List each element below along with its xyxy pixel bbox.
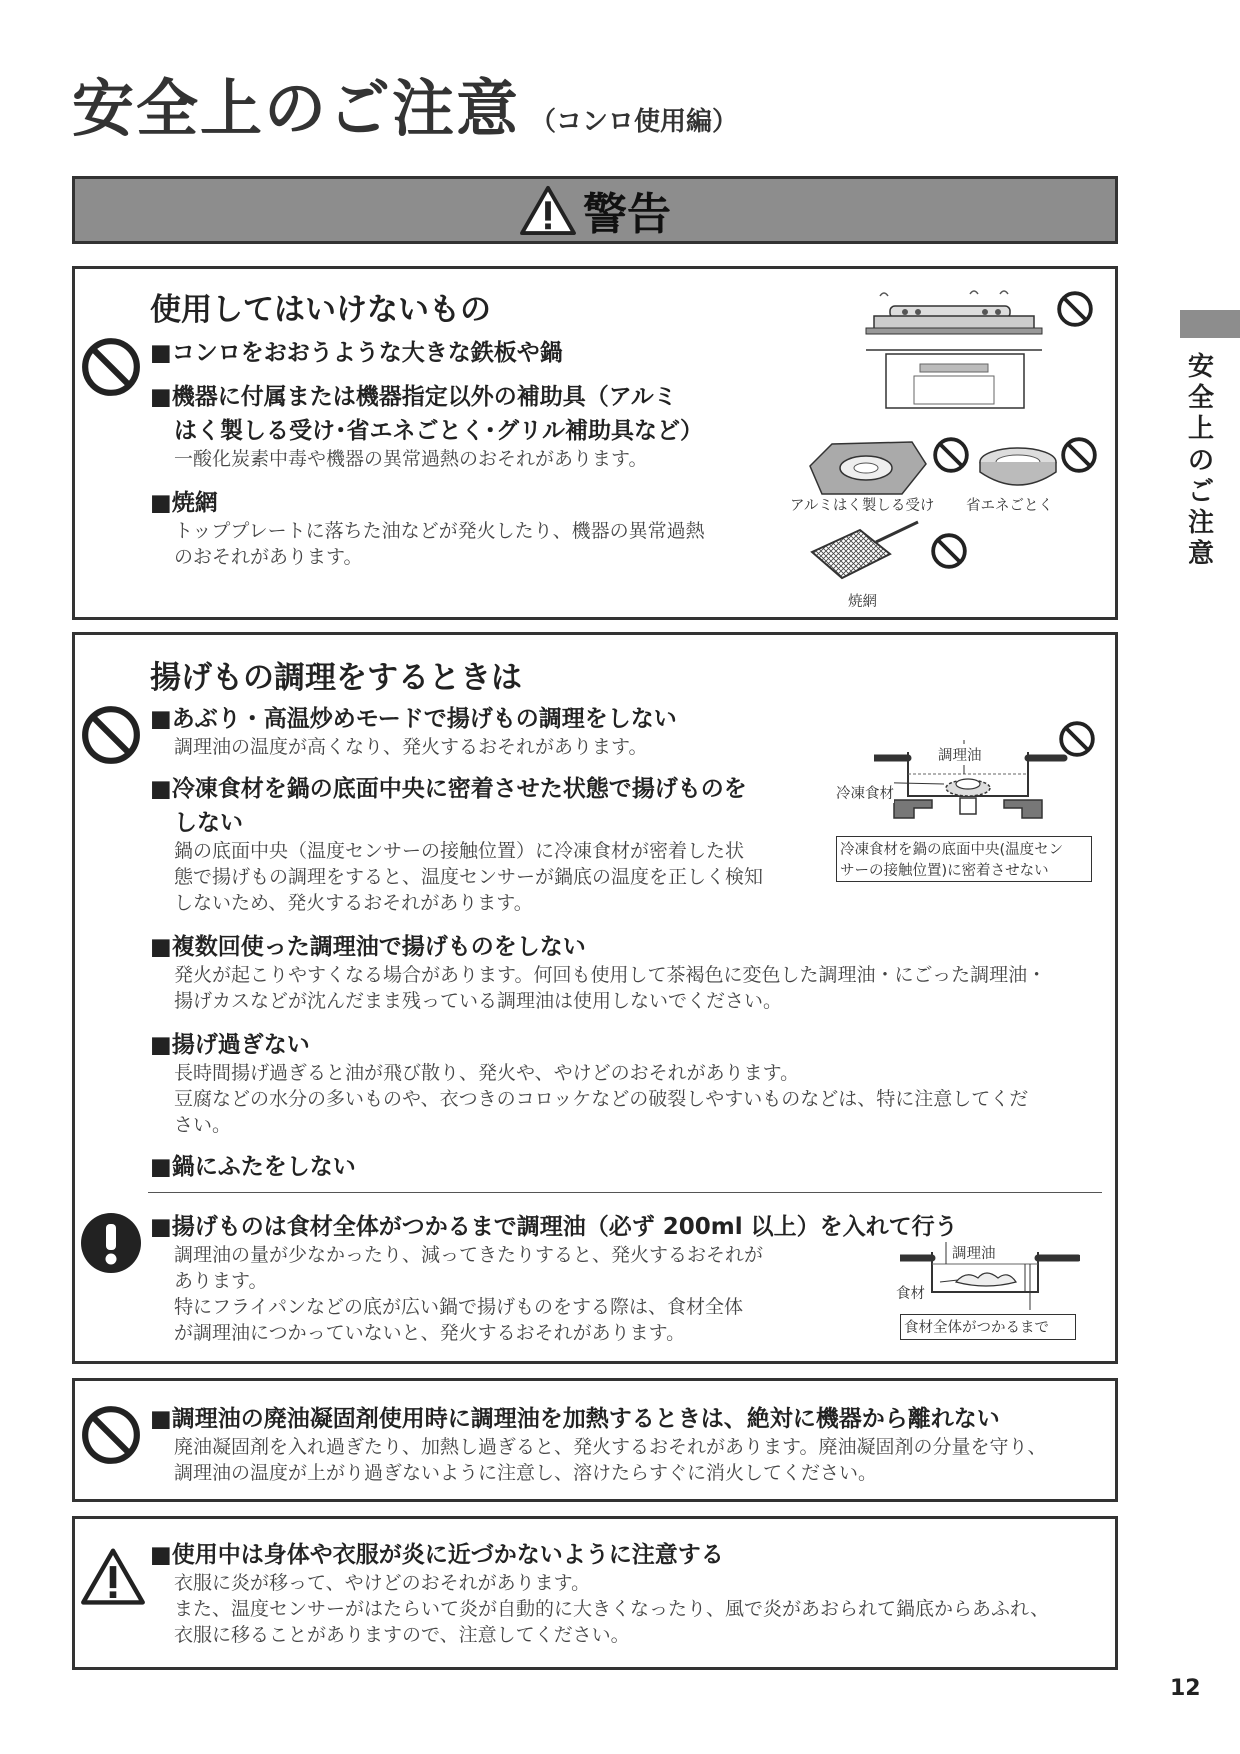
prohibition-icon [80,336,142,398]
item-heading: ■コンロをおおうような大きな鉄板や鍋 [150,340,563,366]
item-text: あります。 [174,1270,268,1292]
side-tab-char: 意 [1187,539,1214,570]
item-text: 調理油の温度が高くなり、発火するおそれがあります。 [174,736,648,758]
caption-foil-tray: アルミはく製しる受け [790,498,935,514]
item-text: 一酸化炭素中毒や機器の異常過熱のおそれがあります。 [174,448,648,470]
side-tab-label [1183,352,1219,570]
warning-label: 警告 [583,189,671,240]
prohibition-icon [932,436,970,474]
page-subtitle: （コンロ使用編） [530,107,739,137]
item-heading: ■複数回使った調理油で揚げものをしない [150,934,586,960]
item-text: 態で揚げもの調理をすると、温度センサーが鍋底の温度を正しく検知 [174,866,764,888]
label-food: 食材 [896,1282,925,1303]
item-text: 揚げカスなどが沈んだまま残っている調理油は使用しないでください。 [174,990,783,1012]
page-number: 12 [1170,1676,1201,1701]
section-title: 使用してはいけないもの [150,292,491,328]
prohibition-icon [1056,290,1094,328]
item-heading: ■あぶり・高温炒めモードで揚げもの調理をしない [150,706,677,732]
side-tab-marker [1180,310,1240,338]
item-text: 衣服に炎が移って、やけどのおそれがあります。 [174,1572,591,1594]
caption-trivet: 省エネごとく [966,498,1053,514]
side-tab-char: 全 [1187,383,1214,414]
item-text: 調理油の温度が上がり過ぎないように注意し、溶けたらすぐに消火してください。 [174,1462,878,1484]
item-heading: ■揚げものは食材全体がつかるまで調理油（必ず 200ml 以上）を入れて行う [150,1214,958,1240]
item-heading: ■冷凍食材を鍋の底面中央に密着させた状態で揚げものを [150,776,747,802]
warning-banner [72,176,1118,244]
page-title: 安全上のご注意 （コンロ使用編） [72,72,739,145]
prohibition-icon [80,1404,142,1466]
item-text: しないため、発火するおそれがあります。 [174,892,533,914]
side-tab-char: ご [1187,476,1214,507]
item-heading: ■機器に付属または機器指定以外の補助具（アルミ [150,384,677,410]
item-text: 特にフライパンなどの底が広い鍋で揚げものをする際は、食材全体 [174,1296,744,1318]
item-text: 豆腐などの水分の多いものや、衣つきのコロッケなどの破裂しやすいものなどは、特に注意してくだ [174,1088,1029,1110]
side-tab-char: 注 [1187,507,1214,538]
caution-triangle-icon [80,1546,146,1606]
section-title: 揚げもの調理をするときは [150,660,522,696]
label-cooking-oil: 調理油 [950,1242,998,1263]
warning-triangle-icon [519,184,577,236]
mandatory-instruction-icon [80,1212,142,1274]
item-text: のおそれがあります。 [174,546,363,568]
energy-saving-trivet-illustration [976,440,1060,496]
item-heading: ■揚げ過ぎない [150,1032,310,1058]
section-divider [148,1192,1102,1193]
item-text: が調理油につかっていないと、発火するおそれがあります。 [174,1322,686,1344]
side-tab-char: の [1187,445,1214,476]
label-cooking-oil: 調理油 [936,744,984,765]
item-heading: しない [174,810,243,836]
item-text: 長時間揚げ過ぎると油が飛び散り、発火や、やけどのおそれがあります。 [174,1062,800,1084]
caption-grill-net: 焼網 [848,594,877,610]
item-text: さい。 [174,1114,232,1136]
aluminum-foil-tray-illustration [802,436,930,500]
item-text: 衣服に移ることがありますので、注意してください。 [174,1624,630,1646]
item-text: また、温度センサーがはたらいて炎が自動的に大きくなったり、風で炎があおられて鍋底からあふれ、 [174,1598,1050,1620]
prohibition-icon [930,532,968,570]
item-heading: ■調理油の廃油凝固剤使用時に調理油を加熱するときは、絶対に機器から離れない [150,1406,1000,1432]
grill-net-illustration [806,516,926,586]
prohibition-icon [80,704,142,766]
stove-with-iron-plate-illustration [860,280,1050,416]
side-tab-char: 上 [1187,414,1214,445]
item-text: 鍋の底面中央（温度センサーの接触位置）に冷凍食材が密着した状 [174,840,745,862]
item-heading: ■使用中は身体や衣服が炎に近づかないように注意する [150,1542,724,1568]
side-tab-char: 安 [1187,352,1214,382]
prohibition-icon [1058,720,1096,758]
item-text: 廃油凝固剤を入れ過ぎたり、加熱し過ぎると、発火するおそれがあります。廃油凝固剤の分量を守り、 [174,1436,1047,1458]
callout-frozen-food: 冷凍食材を鍋の底面中央(温度セン サーの接触位置)に密着させない [836,836,1092,882]
item-text: 調理油の量が少なかったり、減ってきたりすると、発火するおそれが [174,1244,764,1266]
item-heading: ■鍋にふたをしない [150,1154,356,1180]
callout-food-submerged: 食材全体がつかるまで [900,1314,1076,1340]
item-heading: ■焼網 [150,490,218,516]
item-heading: はく製しる受け･省エネごとく･グリル補助具など） [174,418,703,444]
prohibition-icon [1060,436,1098,474]
label-frozen-food: 冷凍食材 [836,782,894,803]
item-text: 発火が起こりやすくなる場合があります。何回も使用して茶褐色に変色した調理油・にごった調理油・ [174,964,1047,986]
item-text: トッププレートに落ちた油などが発火したり、機器の異常過熱 [174,520,705,542]
